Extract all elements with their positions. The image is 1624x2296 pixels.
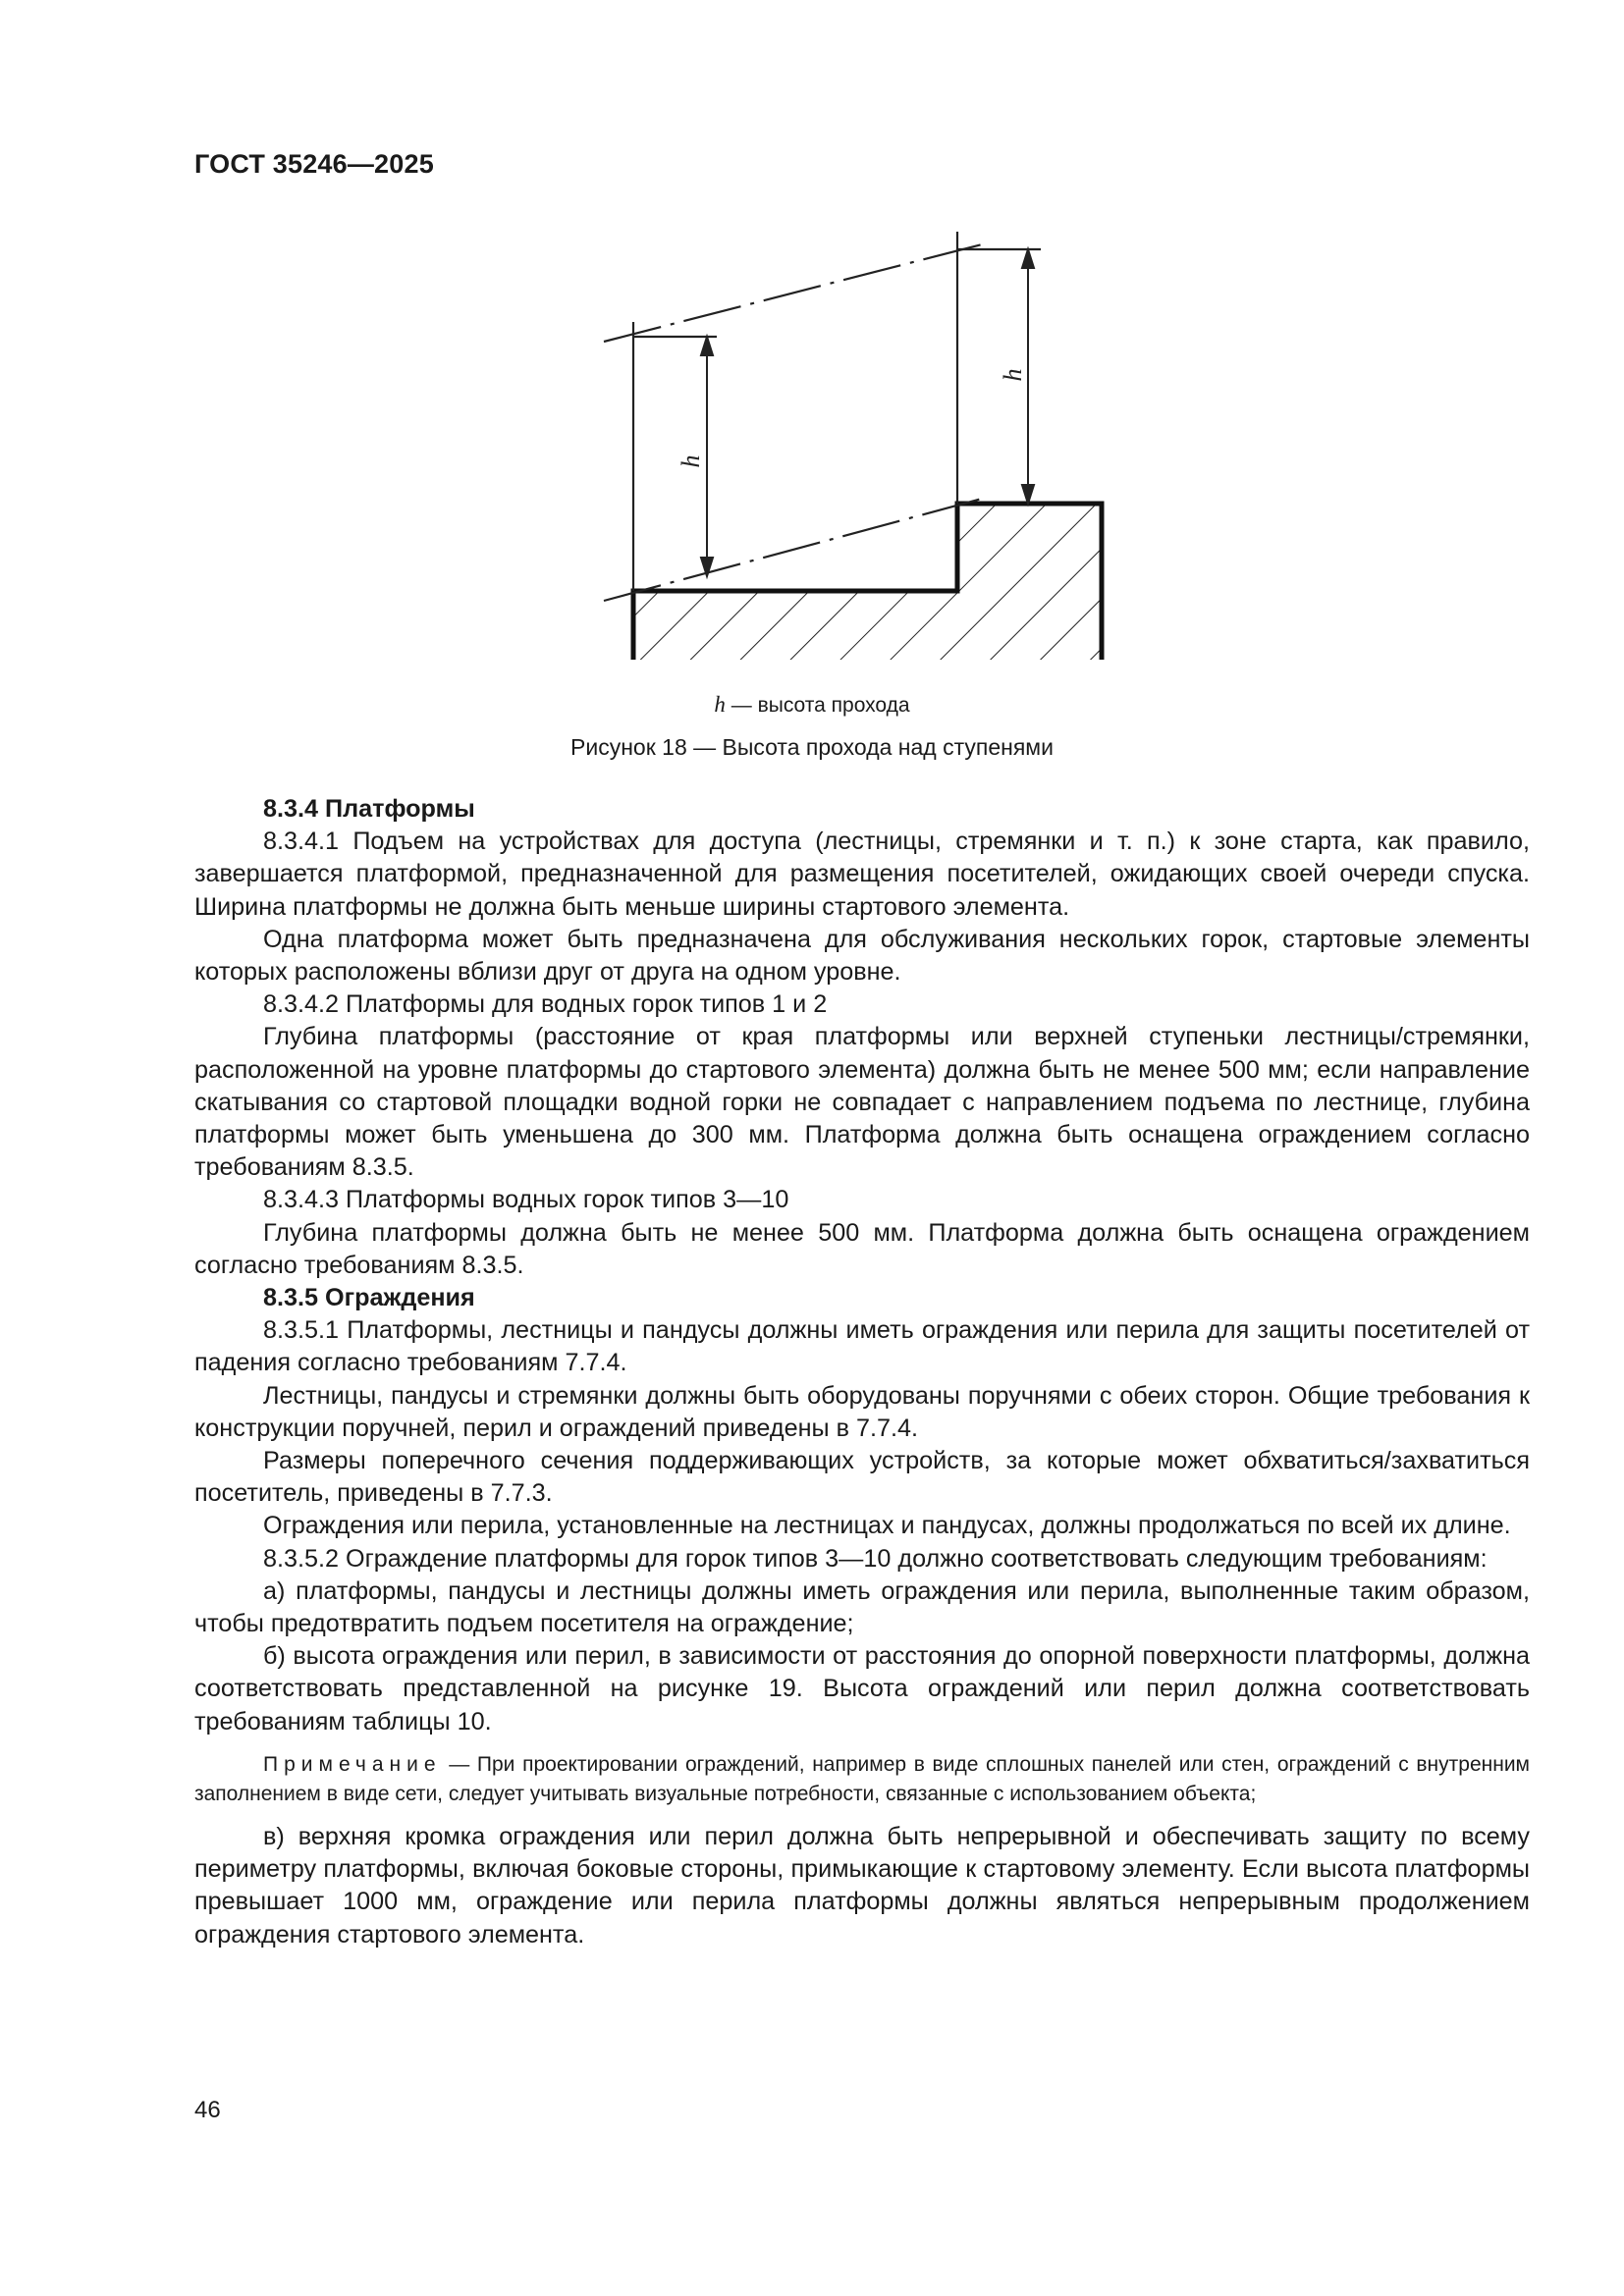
paragraph: 8.3.4.3 Платформы водных горок типов 3—10	[263, 1186, 789, 1214]
hatched-ground	[633, 504, 1102, 660]
document-body	[194, 793, 1530, 1951]
legend-text: — высота прохода	[725, 694, 910, 717]
list-item: б) высота ограждения или перил, в зависимости от расстояния до опорной поверхности платформы, должна соответствовать представленной на рисунке 19. Высота ограждений или перил должна соответствовать требованиям таблицы 10.	[194, 1642, 1530, 1735]
paragraph: 8.3.4.2 Платформы для водных горок типов 1 и 2	[263, 990, 828, 1019]
paragraph: Ограждения или перила, установленные на лестницах и пандусах, должны продолжаться по всей их длине.	[263, 1512, 1511, 1540]
page-number: 46	[194, 2097, 221, 2123]
section-heading: 8.3.5 Ограждения	[263, 1284, 475, 1312]
paragraph: Глубина платформы должна быть не менее 500 мм. Платформа должна быть оснащена ограждением согласно требованиям 8.3.5.	[194, 1218, 1530, 1279]
note	[194, 1750, 1530, 1809]
dimension-label-right: h	[999, 368, 1027, 382]
list-item: а) платформы, пандусы и лестницы должны иметь ограждения или перила, выполненные таким образом, чтобы предотвратить подъем посетителя на ограждение;	[194, 1576, 1530, 1638]
note-text: — При проектировании ограждений, например в виде сплошных панелей или стен, ограждений с внутренним заполнением в виде сети, следует учитывать визуальные потребности, связанные с использованием объекта;	[194, 1752, 1530, 1805]
figure-caption: Рисунок 18 — Высота прохода над ступенями	[570, 734, 1054, 760]
paragraph: Размеры поперечного сечения поддерживающих устройств, за которые может обхватиться/захватиться посетитель, приведены в 7.7.3.	[194, 1447, 1530, 1508]
paragraph: Лестницы, пандусы и стремянки должны быть оборудованы поручнями с обеих сторон. Общие требования к конструкции поручней, перил и ограждений приведены в 7.7.4.	[194, 1381, 1530, 1442]
figure-18-diagram	[0, 0, 1624, 766]
paragraph: 8.3.5.1 Платформы, лестницы и пандусы должны иметь ограждения или перила для защиты посетителей от падения согласно требованиям 7.7.4.	[194, 1316, 1530, 1377]
paragraph: Одна платформа может быть предназначена для обслуживания нескольких горок, стартовые элементы которых расположены вблизи друг от друга на одном уровне.	[194, 925, 1530, 987]
section-heading: 8.3.4 Платформы	[263, 795, 475, 823]
list-item: в) верхняя кромка ограждения или перил должна быть непрерывной и обеспечивать защиту по всему периметру платформы, включая боковые стороны, примыкающие к стартовому элементу. Если высота платформы превышает 1000 мм, ограждение или перила платформы должны являться непрерывным продолжением ограждения стартового элемента.	[194, 1822, 1530, 1949]
dimension-label-left: h	[677, 454, 705, 468]
figure-legend	[0, 692, 1624, 718]
note-label: Примечание	[263, 1752, 442, 1776]
dash-dot-lines	[604, 244, 982, 601]
paragraph: Глубина платформы (расстояние от края платформы или верхней ступеньки лестницы/стремянки, расположенной на уровне платформы до стартового элемента) должна быть не менее 500 мм; если направление скатывания со стартовой площадки водной горки не совпадает с направлением подъема по лестнице, глубина платформы может быть уменьшена до 300 мм. Платформа должна быть оснащена ограждением согласно требованиям 8.3.5.	[194, 1023, 1530, 1182]
legend-symbol: h	[714, 692, 726, 717]
paragraph: 8.3.4.1 Подъем на устройствах для доступа (лестницы, стремянки и т. п.) к зоне старта, как правило, завершается платформой, предназначенной для размещения посетителей, ожидающих своей очереди спуска. Ширина платформы не должна быть меньше ширины стартового элемента.	[194, 828, 1530, 921]
paragraph: 8.3.5.2 Ограждение платформы для горок типов 3—10 должно соответствовать следующим требованиям:	[263, 1544, 1488, 1573]
document-header: ГОСТ 35246—2025	[194, 149, 434, 179]
